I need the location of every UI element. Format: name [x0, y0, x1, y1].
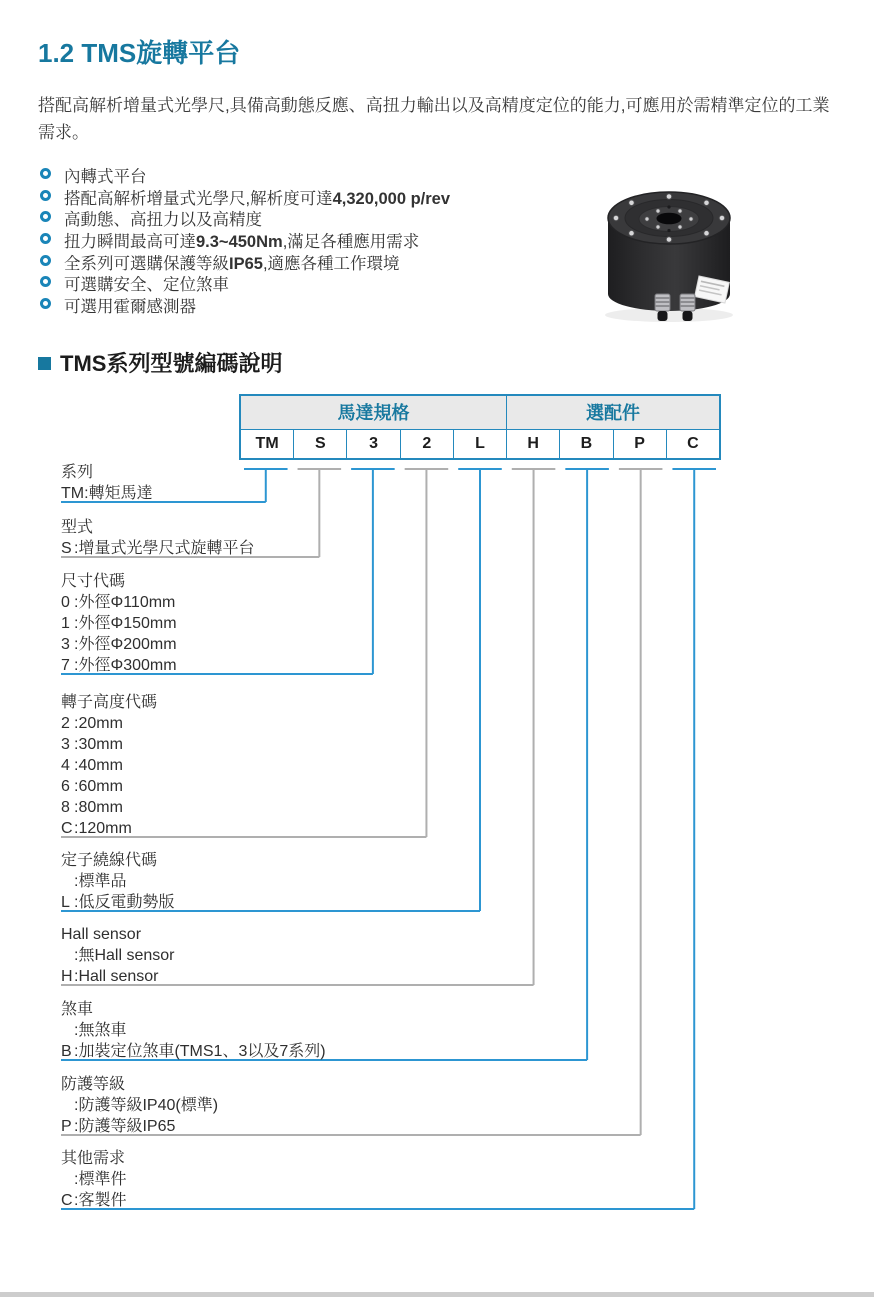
item-colon: :	[74, 894, 79, 911]
item-colon: :	[74, 1171, 79, 1188]
item-colon: :	[74, 778, 79, 795]
section-label: 型式	[61, 519, 94, 536]
item-colon: :	[74, 636, 79, 653]
section-item	[61, 818, 157, 839]
bullet-circle-icon	[40, 190, 51, 201]
item-code: H	[61, 968, 73, 985]
section-label: 煞車	[61, 1001, 94, 1018]
feature-segment: 扭力瞬間最高可達	[64, 233, 196, 252]
feature-item	[40, 163, 580, 185]
feature-segment: 高動態、高扭力以及高精度	[64, 211, 262, 230]
section-item	[61, 1020, 326, 1041]
item-description: 20mm	[78, 715, 123, 732]
item-description: 外徑Φ110mm	[78, 594, 176, 611]
item-colon: :	[74, 1118, 79, 1135]
item-description: 無Hall sensor	[78, 947, 175, 964]
section-item	[61, 797, 157, 818]
section-heading	[38, 347, 282, 378]
square-bullet-icon	[38, 357, 51, 370]
feature-segment: 內轉式平台	[64, 168, 147, 186]
item-description: 加裝定位煞車(TMS1、3以及7系列)	[78, 1043, 326, 1060]
feature-text	[64, 228, 419, 252]
item-code: TM	[61, 485, 85, 502]
section-label: 轉子高度代碼	[61, 694, 158, 711]
section-label: 定子繞線代碼	[61, 852, 158, 869]
feature-item	[40, 185, 580, 207]
section-item	[61, 892, 174, 913]
feature-list	[40, 163, 580, 315]
item-code: 1	[61, 615, 70, 632]
feature-segment: 可選購安全、定位煞車	[64, 276, 229, 295]
item-colon: :	[74, 615, 79, 632]
feature-segment: IP65	[229, 254, 263, 273]
item-colon: :	[74, 820, 79, 837]
item-colon: :	[74, 715, 79, 732]
item-description: 客製件	[78, 1192, 127, 1209]
item-code: S	[61, 540, 72, 557]
item-code: B	[61, 1043, 72, 1060]
item-code: C	[61, 1192, 73, 1209]
item-description: 轉矩馬達	[88, 485, 153, 502]
table-code-cell: 2	[401, 430, 454, 458]
item-colon: :	[74, 947, 79, 964]
feature-segment: 9.3~450Nm	[196, 233, 283, 252]
section-item	[61, 592, 177, 613]
item-description: 30mm	[78, 736, 123, 753]
feature-segment: ,適應各種工作環境	[262, 254, 400, 273]
section-item	[61, 538, 254, 559]
section-label: 防護等級	[61, 1076, 126, 1093]
feature-item	[40, 271, 580, 293]
code-section	[61, 1074, 218, 1137]
item-colon: :	[74, 1043, 79, 1060]
item-code: 3	[61, 736, 70, 753]
code-section	[61, 924, 175, 987]
table-code-cell: S	[294, 430, 347, 458]
section-item	[61, 1041, 326, 1062]
code-section	[61, 571, 177, 676]
section-item	[61, 483, 153, 504]
section-label: 其他需求	[61, 1150, 126, 1167]
section-item	[61, 755, 157, 776]
table-code-cell: L	[454, 430, 507, 458]
item-description: 60mm	[78, 778, 123, 795]
center-hole	[657, 213, 682, 225]
item-code: C	[61, 820, 73, 837]
table-code-cell: 3	[347, 430, 400, 458]
section-heading-label: TMS系列型號編碼說明	[60, 351, 283, 376]
bullet-circle-icon	[40, 255, 51, 266]
item-description: 標準件	[78, 1171, 127, 1188]
section-item	[61, 966, 175, 987]
feature-text	[64, 271, 229, 295]
item-colon: :	[74, 1192, 79, 1209]
item-description: 低反電動勢版	[78, 894, 175, 911]
item-description: Hall sensor	[78, 968, 159, 985]
feature-text	[64, 185, 450, 209]
item-colon: :	[74, 594, 79, 611]
item-code: 3	[61, 636, 70, 653]
code-section	[61, 850, 174, 913]
section-label: Hall sensor	[61, 926, 142, 943]
feature-item	[40, 206, 580, 228]
model-code-table	[239, 394, 721, 460]
table-code-cell: TM	[241, 430, 294, 458]
item-code: L	[61, 894, 70, 911]
table-code-cell: P	[614, 430, 667, 458]
table-group-cell: 選配件	[507, 396, 719, 430]
pin-hole	[667, 205, 670, 208]
item-code: P	[61, 1118, 72, 1135]
table-code-cell: B	[560, 430, 613, 458]
table-header-row	[241, 396, 719, 430]
item-colon: :	[74, 1022, 79, 1039]
pin-hole	[667, 229, 670, 232]
item-description: 外徑Φ300mm	[78, 657, 177, 674]
item-colon: :	[74, 968, 79, 985]
page-title: 1.2 TMS旋轉平台	[38, 38, 241, 68]
item-colon: :	[74, 757, 79, 774]
feature-segment: 全系列可選購保護等級	[64, 254, 229, 273]
section-item	[61, 1169, 126, 1190]
item-description: 增量式光學尺式旋轉平台	[78, 540, 255, 557]
item-colon: :	[84, 485, 89, 502]
item-colon: :	[74, 1097, 79, 1114]
item-code: 0	[61, 594, 70, 611]
table-group-cell: 馬達規格	[241, 396, 507, 430]
item-description: 防護等級IP40(標準)	[78, 1097, 219, 1114]
bullet-circle-icon	[40, 298, 51, 309]
section-item	[61, 713, 157, 734]
item-colon: :	[74, 799, 79, 816]
section-item	[61, 734, 157, 755]
table-code-cell: C	[687, 435, 699, 452]
feature-segment: ,滿足各種應用需求	[282, 233, 420, 252]
bullet-circle-icon	[40, 233, 51, 244]
item-colon: :	[74, 736, 79, 753]
bullet-circle-icon	[40, 276, 51, 287]
code-section	[61, 1148, 126, 1211]
section-item	[61, 634, 177, 655]
product-photo	[596, 168, 746, 328]
feature-item	[40, 293, 580, 315]
section-item	[61, 945, 175, 966]
bullet-circle-icon	[40, 211, 51, 222]
feature-text	[64, 163, 147, 187]
item-description: 40mm	[78, 757, 123, 774]
item-description: 外徑Φ200mm	[78, 636, 177, 653]
intro-paragraph: 搭配高解析增量式光學尺,具備高動態反應、高扭力輸出以及高精度定位的能力,可應用於需精準定位的工業需求。	[38, 96, 830, 142]
section-label: 尺寸代碼	[61, 573, 126, 590]
code-section	[61, 999, 326, 1062]
code-section	[61, 517, 254, 559]
table-code-row	[241, 430, 719, 458]
feature-text	[64, 250, 400, 274]
item-description: 120mm	[78, 820, 132, 837]
feature-text	[64, 206, 262, 230]
section-item	[61, 1095, 218, 1116]
item-description: 標準品	[78, 873, 127, 890]
section-label: 系列	[61, 464, 94, 481]
feature-text	[64, 293, 196, 317]
item-description: 外徑Φ150mm	[78, 615, 177, 632]
item-description: 防護等級IP65	[78, 1118, 176, 1135]
item-code: 8	[61, 799, 70, 816]
feature-segment: 4,320,000 p/rev	[332, 189, 451, 208]
feature-item	[40, 228, 580, 250]
section-item	[61, 1190, 126, 1211]
item-code: 7	[61, 657, 70, 674]
item-code: 4	[61, 757, 70, 774]
footer-bar	[0, 1292, 874, 1297]
bullet-circle-icon	[40, 168, 51, 179]
section-item	[61, 655, 177, 676]
feature-segment: 搭配高解析增量式光學尺,解析度可達	[64, 189, 333, 208]
feature-item	[40, 250, 580, 272]
item-code: 2	[61, 715, 70, 732]
feature-segment: 可選用霍爾感測器	[64, 298, 196, 317]
table-code-cell: H	[507, 430, 560, 458]
section-item	[61, 871, 174, 892]
item-description: 無煞車	[78, 1022, 127, 1039]
item-code: 6	[61, 778, 70, 795]
code-section	[61, 692, 157, 839]
section-item	[61, 613, 177, 634]
section-item	[61, 1116, 218, 1137]
code-section	[61, 462, 153, 504]
item-colon: :	[74, 540, 79, 557]
item-description: 80mm	[78, 799, 123, 816]
section-item	[61, 776, 157, 797]
item-colon: :	[74, 873, 79, 890]
item-colon: :	[74, 657, 79, 674]
